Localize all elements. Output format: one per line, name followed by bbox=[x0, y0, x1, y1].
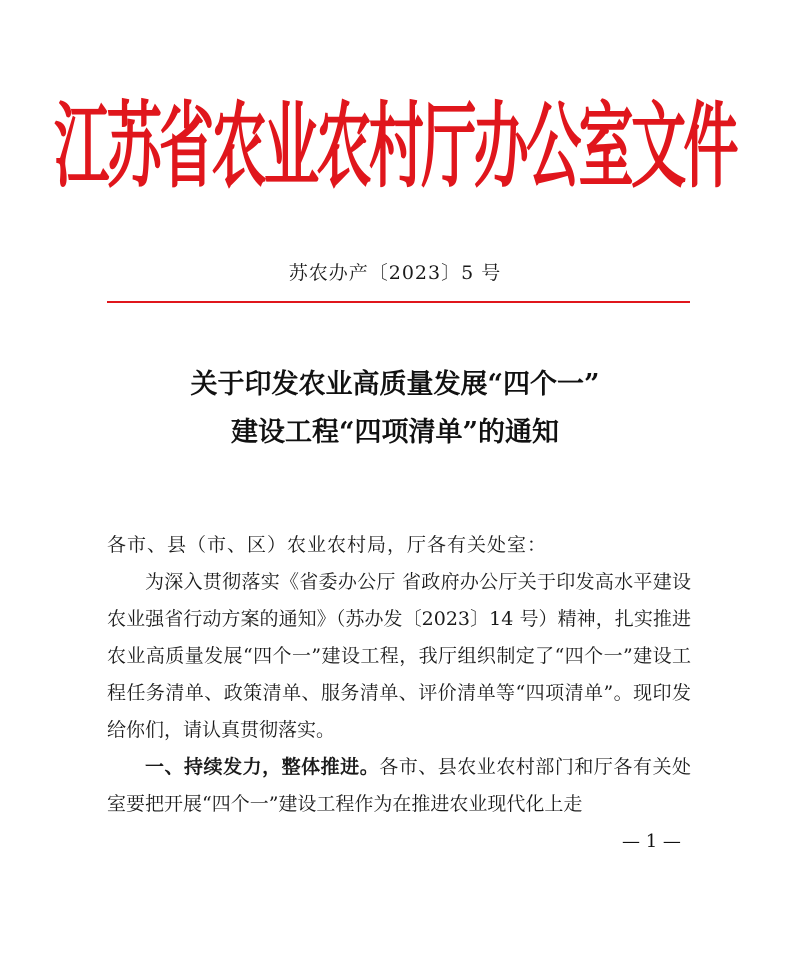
document-number: 苏农办产〔2023〕5 号 bbox=[288, 262, 502, 284]
document-title-line-1: 关于印发农业高质量发展“四个一” bbox=[190, 369, 600, 400]
paragraph-text: 各市、县农业农村部门和厅各有关处室要把开展“四个一”建设工程作为在推进农业现代化上走 bbox=[107, 756, 691, 815]
paragraph-heading: 一、持续发力，整体推进。 bbox=[145, 756, 380, 778]
salutation: 各市、县（市、区）农业农村局，厅各有关处室： bbox=[107, 534, 548, 556]
body-paragraph-2 bbox=[107, 749, 691, 823]
page-number: — 1 — bbox=[622, 831, 681, 852]
red-divider bbox=[107, 301, 690, 303]
document-masthead: 江苏省农业农村厅办公室文件 bbox=[54, 93, 736, 202]
document-title-line-2: 建设工程“四项清单”的通知 bbox=[230, 417, 560, 448]
document-body bbox=[107, 527, 691, 823]
body-paragraph-1: 为深入贯彻落实《省委办公厅 省政府办公厅关于印发高水平建设农业强省行动方案的通知》（苏办发〔2023〕14 号）精神，扎实推进农业高质量发展“四个一”建设工程，我厅组织制定了“四个一”建设工程任务清单、政策清单、服务清单、评价清单等“四项清单”。现印发给你们，请认真贯彻落实。 bbox=[107, 571, 691, 741]
